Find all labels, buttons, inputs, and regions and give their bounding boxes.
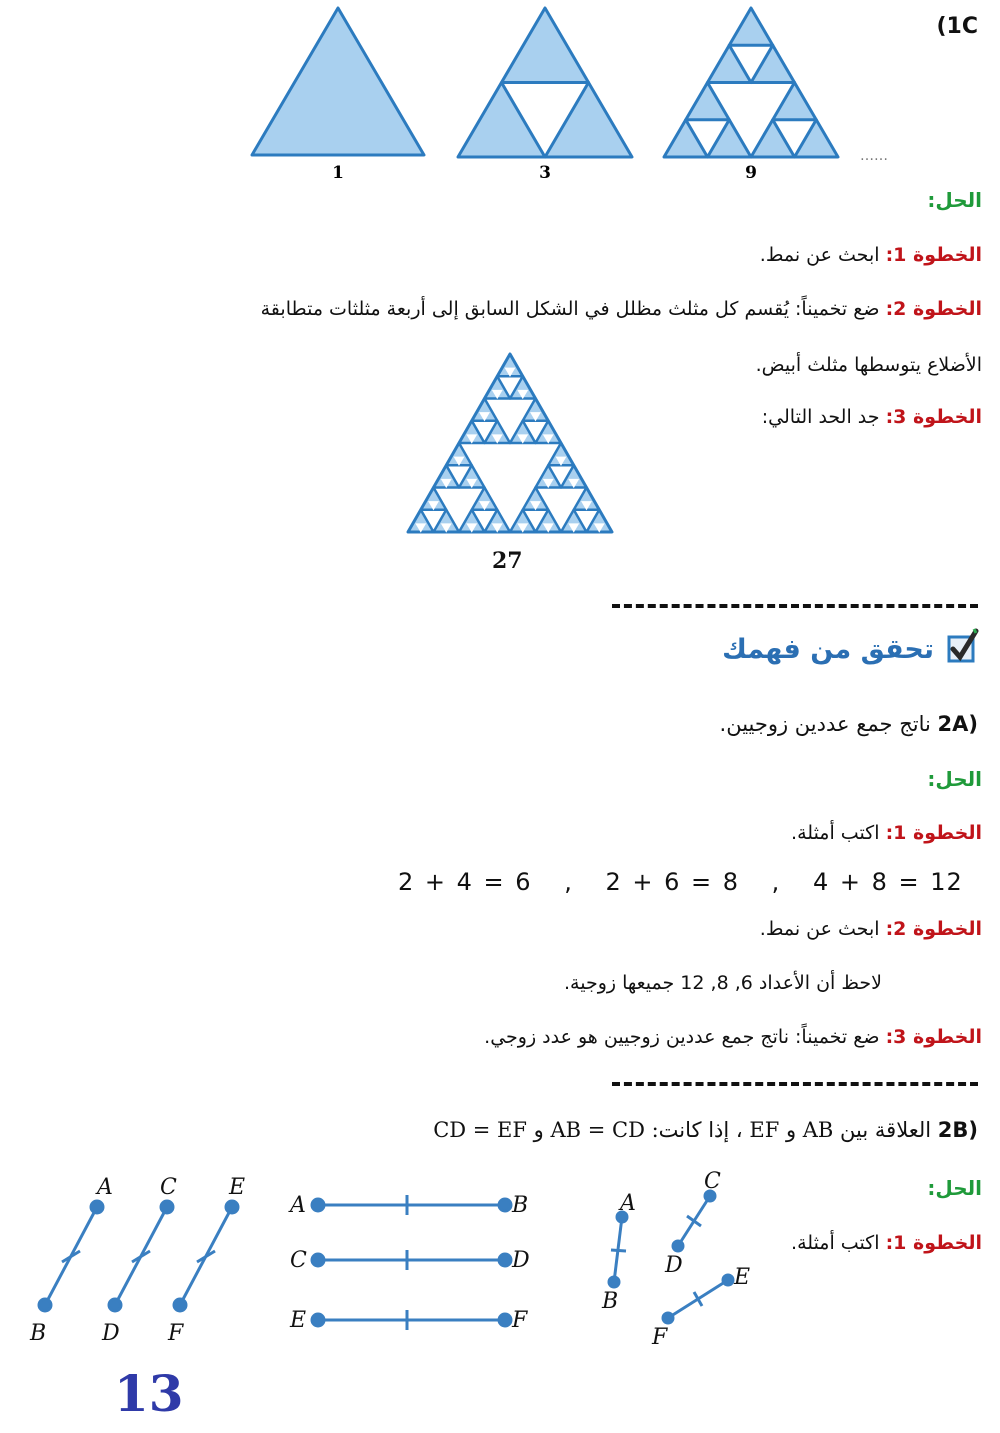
point-b-2: B (512, 1193, 529, 1218)
point-c-2: C (290, 1248, 307, 1273)
point-a-1: A (97, 1175, 113, 1200)
step2-2a (760, 918, 982, 940)
step2-1c-cont: الأضلاع يتوسطها مثلث أبيض. (755, 354, 982, 376)
label-2a: 2A) (937, 712, 978, 736)
point-b-3: B (602, 1289, 619, 1314)
step-label: الخطوة 3: (885, 1026, 982, 1048)
count-1: 1 (332, 163, 344, 183)
point-d-1: D (102, 1321, 120, 1346)
step-text: اكتب أمثلة. (791, 822, 880, 844)
step-text: ابحث عن نمط. (759, 244, 880, 266)
point-f-1: F (168, 1321, 184, 1346)
step-text: جد الحد التالي: (761, 406, 880, 428)
step-text: ابحث عن نمط. (759, 918, 880, 940)
check-header (722, 634, 978, 665)
point-f-2: F (512, 1308, 528, 1333)
step-label: الخطوة 3: (885, 406, 982, 428)
point-d-2: D (512, 1248, 530, 1273)
step-label: الخطوة 1: (885, 244, 982, 266)
question-2a (720, 712, 978, 736)
equation-3: 4 + 8 = 12 (812, 868, 963, 896)
dots: …… (860, 148, 888, 164)
solution-label-2a: الحل: (927, 767, 982, 791)
point-e-1: E (229, 1175, 246, 1200)
step-label: الخطوة 1: (885, 1232, 982, 1254)
question-2b-text: العلاقة بين AB و EF ، إذا كانت: AB = CD و CD = EF (433, 1118, 932, 1142)
sierpinski-stage-4 (400, 340, 630, 540)
label-2b: 2B) (937, 1118, 978, 1142)
point-f-3: F (652, 1325, 668, 1350)
solution-label-1c: الحل: (927, 188, 982, 212)
page-number: 13 (114, 1364, 184, 1423)
label-1c: (1C (936, 14, 978, 39)
step-text: اكتب أمثلة. (791, 1232, 880, 1254)
step1-1c (760, 244, 982, 266)
step1-2b (791, 1232, 982, 1254)
point-a-2: A (290, 1193, 306, 1218)
step-text: ضع تخميناً: يُقسم كل مثلث مظلل في الشكل السابق إلى أربعة مثلثات متطابقة (260, 298, 880, 320)
question-2b (433, 1118, 978, 1142)
step2-1c (261, 298, 982, 320)
step3-1c (762, 406, 982, 428)
point-b-1: B (30, 1321, 47, 1346)
equations-row: 2 + 4 = 6 , 2 + 6 = 8 , 4 + 8 = 12 (398, 868, 963, 896)
point-e-3: E (734, 1265, 751, 1290)
note-2a: لاحظ أن الأعداد 6, 8, 12 جميعها زوجية. (563, 972, 882, 994)
step1-2a (791, 822, 982, 844)
triangle-stage-1 (252, 8, 424, 155)
congruent-segments-figure (0, 1160, 780, 1360)
check-title: تحقق من فهمك (722, 634, 934, 665)
equation-1: 2 + 4 = 6 (398, 868, 532, 896)
step3-2a (484, 1026, 982, 1048)
count-27: 27 (492, 548, 523, 574)
point-c-1: C (160, 1175, 177, 1200)
equation-2: 2 + 6 = 8 (605, 868, 740, 896)
step-label: الخطوة 1: (885, 822, 982, 844)
divider-1 (612, 604, 978, 608)
point-d-3: D (665, 1253, 683, 1278)
point-e-2: E (290, 1308, 307, 1333)
count-3: 3 (539, 163, 551, 183)
solution-label-2b: الحل: (927, 1176, 982, 1200)
step-text: ضع تخميناً: ناتج جمع عددين زوجيين هو عدد زوجي. (484, 1026, 880, 1048)
question-2a-text: ناتج جمع عددين زوجيين. (719, 712, 931, 736)
count-9: 9 (745, 163, 757, 183)
step-label: الخطوة 2: (885, 918, 982, 940)
point-c-3: C (704, 1169, 721, 1194)
divider-2 (612, 1082, 978, 1086)
point-a-3: A (620, 1191, 636, 1216)
step-label: الخطوة 2: (885, 298, 982, 320)
checkbox-icon (948, 635, 978, 665)
sierpinski-sequence-figure (240, 0, 930, 190)
